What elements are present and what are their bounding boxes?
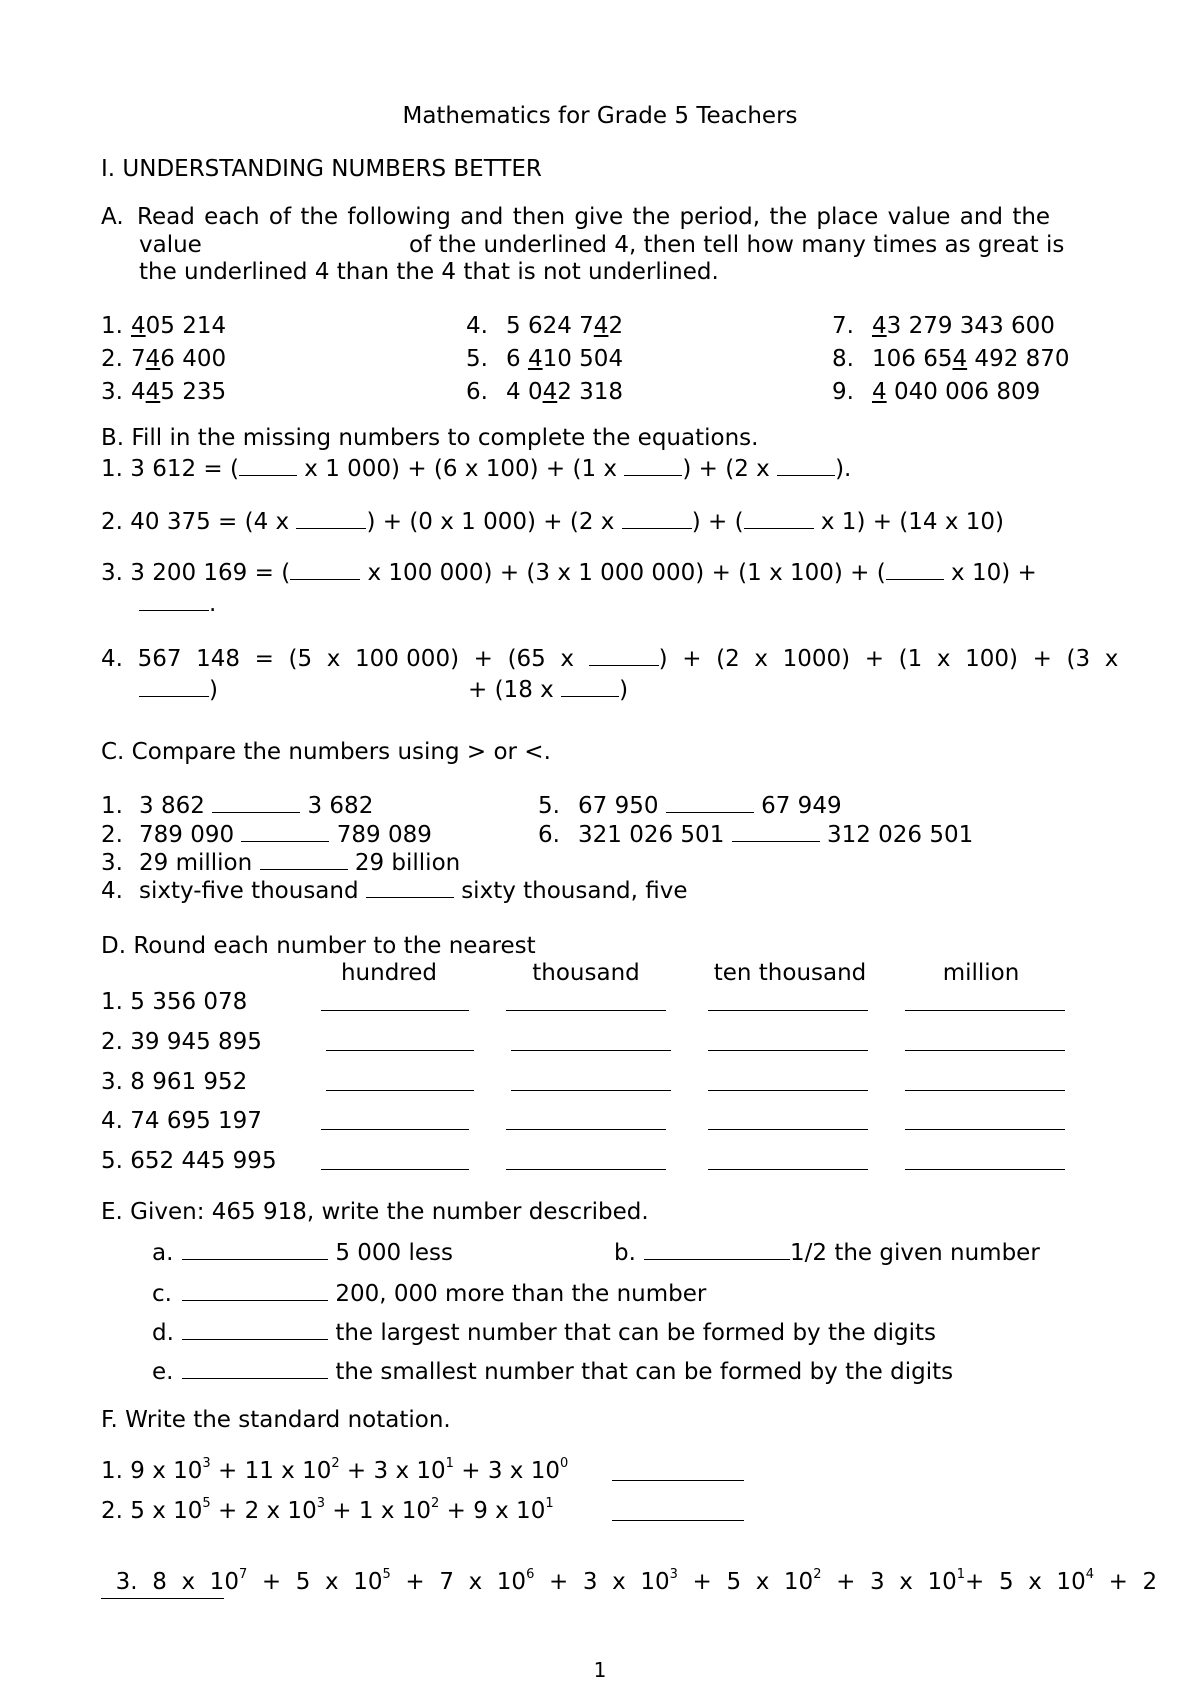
compare-item xyxy=(101,792,373,820)
item-digits-after: 10 504 xyxy=(542,346,624,372)
eq2-part-d: x 1) + (14 x 10) xyxy=(813,509,1005,535)
round-number: 1. 5 356 078 xyxy=(101,989,248,1015)
round-number: 5. 652 445 995 xyxy=(101,1148,277,1174)
place-value-item xyxy=(101,312,226,340)
compare-blank[interactable] xyxy=(241,821,329,842)
compare-item xyxy=(101,877,688,905)
compare-blank[interactable] xyxy=(212,792,300,813)
item-number: 4. xyxy=(466,313,488,339)
place-value-item xyxy=(466,378,623,406)
place-value-item xyxy=(832,312,1055,340)
given-item xyxy=(152,1319,936,1347)
compare-item xyxy=(101,821,432,849)
r2-e0: 5 xyxy=(202,1496,211,1512)
given-blank[interactable] xyxy=(182,1239,328,1260)
round-answer-line[interactable] xyxy=(708,1010,868,1011)
item-digits-after: 2 318 xyxy=(557,379,624,405)
r3-e0: 7 xyxy=(238,1567,248,1583)
compare-number: 5. xyxy=(538,793,560,819)
eq4-part-c: ) xyxy=(209,677,218,703)
item-number: 9. xyxy=(832,379,854,405)
compare-number: 1. xyxy=(101,793,123,819)
given-label: b. xyxy=(614,1240,636,1266)
compare-right: 789 089 xyxy=(336,822,432,848)
eq1-part-d: ). xyxy=(835,456,852,482)
underlined-digit: 4 xyxy=(593,313,609,339)
eq2-blank-2[interactable] xyxy=(622,508,692,529)
place-value-item xyxy=(832,378,1040,406)
underlined-digit: 4 xyxy=(145,346,161,372)
round-column-header: ten thousand xyxy=(713,960,867,986)
given-text: the smallest number that can be formed by the digits xyxy=(335,1359,954,1385)
compare-right: 3 682 xyxy=(307,793,374,819)
equation-4-line2b xyxy=(468,676,628,704)
round-answer-line[interactable] xyxy=(321,1169,469,1170)
eq2-blank-3[interactable] xyxy=(744,508,814,529)
equation-4-line2a xyxy=(139,676,218,704)
r3-e3: 3 xyxy=(669,1567,678,1583)
compare-left: 789 090 xyxy=(139,822,235,848)
round-column-header: hundred xyxy=(340,960,438,986)
round-answer-line[interactable] xyxy=(708,1090,868,1091)
place-value-item xyxy=(466,345,623,373)
eq3-blank-3[interactable] xyxy=(139,590,209,611)
item-digits-after: 492 870 xyxy=(967,346,1070,372)
compare-right: 29 billion xyxy=(354,850,461,876)
item-number: 2. xyxy=(101,346,123,372)
equation-1 xyxy=(101,455,851,483)
notation-row-3 xyxy=(101,1540,1157,1596)
round-answer-line[interactable] xyxy=(708,1050,868,1051)
eq4-part-b: ) + (2 x 1000) + (1 x 100) + (3 x xyxy=(658,646,1119,672)
compare-right: 312 026 501 xyxy=(826,822,974,848)
given-label: e. xyxy=(152,1359,174,1385)
eq4-blank-3[interactable] xyxy=(561,676,619,697)
given-item xyxy=(614,1239,1040,1267)
underlined-digit: 4 xyxy=(872,313,887,339)
round-answer-line[interactable] xyxy=(905,1169,1065,1170)
r1-t1: + 11 x 10 xyxy=(210,1458,332,1484)
item-number: 1. xyxy=(101,313,123,339)
place-value-item xyxy=(466,312,623,340)
eq1-blank-1[interactable] xyxy=(239,455,297,476)
r3-t4: + 5 x 10 xyxy=(677,1569,814,1595)
underlined-digit: 4 xyxy=(872,379,887,405)
round-answer-line[interactable] xyxy=(321,1010,469,1011)
round-number: 2. 39 945 895 xyxy=(101,1029,262,1055)
r1-t0: 1. 9 x 10 xyxy=(101,1458,203,1484)
given-label: a. xyxy=(152,1240,174,1266)
r3-e5: 1 xyxy=(956,1567,966,1583)
item-number: 7. xyxy=(832,313,854,339)
eq1-part-b: x 1 000) + (6 x 100) + (1 x xyxy=(296,456,625,482)
compare-number: 2. xyxy=(101,822,123,848)
compare-item xyxy=(538,792,842,820)
round-number: 3. 8 961 952 xyxy=(101,1069,248,1095)
given-blank[interactable] xyxy=(182,1319,328,1340)
eq3-part-c: x 10) + xyxy=(943,560,1037,586)
round-answer-line[interactable] xyxy=(321,1129,469,1130)
r2-e2: 2 xyxy=(431,1496,440,1512)
part-b-heading: B. Fill in the missing numbers to complete the equations. xyxy=(101,425,759,451)
notation-row-2 xyxy=(101,1497,554,1525)
compare-left: 67 950 xyxy=(578,793,659,819)
r1-t2: + 3 x 10 xyxy=(339,1458,446,1484)
eq4-blank-1[interactable] xyxy=(589,645,659,666)
place-value-item xyxy=(832,345,1070,373)
item-digits-after: 5 235 xyxy=(160,379,227,405)
part-c-heading: C. Compare the numbers using > or <. xyxy=(101,739,551,765)
eq4-part-d: + (18 x xyxy=(468,677,562,703)
given-text: the largest number that can be formed by the digits xyxy=(335,1320,936,1346)
part-a-line2b: of the underlined 4, then tell how many times as great is xyxy=(409,232,1065,258)
r1-e0: 3 xyxy=(202,1456,211,1472)
part-f-heading: F. Write the standard notation. xyxy=(101,1407,451,1433)
eq2-part-c: ) + ( xyxy=(691,509,744,535)
item-number: 6. xyxy=(466,379,488,405)
item-digits-after: 6 400 xyxy=(160,346,227,372)
r3-e2: 6 xyxy=(526,1567,535,1583)
round-answer-line[interactable] xyxy=(511,1050,671,1051)
item-number: 8. xyxy=(832,346,854,372)
compare-right: 67 949 xyxy=(761,793,842,819)
part-e-heading: E. Given: 465 918, write the number described. xyxy=(101,1199,649,1225)
eq3-part-d: . xyxy=(209,591,217,617)
part-a-line2a: value xyxy=(139,232,202,258)
given-blank[interactable] xyxy=(182,1280,328,1301)
compare-number: 4. xyxy=(101,878,123,904)
r3-t7: + 2 xyxy=(1093,1569,1158,1595)
round-answer-line[interactable] xyxy=(506,1010,666,1011)
part-a-line1: Read each of the following and then give the period, the place value and the xyxy=(137,204,1051,230)
underlined-digit: 4 xyxy=(952,346,968,372)
item-digits-before: 5 624 7 xyxy=(506,313,594,339)
compare-right: sixty thousand, five xyxy=(461,878,688,904)
round-column-header: million xyxy=(942,960,1020,986)
r3-e1: 5 xyxy=(382,1567,391,1583)
notation-answer-line-3[interactable] xyxy=(101,1598,224,1599)
eq3-blank-1[interactable] xyxy=(290,559,360,580)
part-a-label: A. xyxy=(101,204,124,230)
r1-e2: 1 xyxy=(445,1456,454,1472)
compare-blank[interactable] xyxy=(260,849,348,870)
r1-t3: + 3 x 10 xyxy=(453,1458,560,1484)
eq1-blank-3[interactable] xyxy=(777,455,835,476)
compare-left: 29 million xyxy=(139,850,253,876)
given-text: 200, 000 more than the number xyxy=(335,1281,707,1307)
compare-left: sixty-five thousand xyxy=(139,878,359,904)
round-answer-line[interactable] xyxy=(326,1090,474,1091)
item-digits-before: 7 xyxy=(131,346,146,372)
round-answer-line[interactable] xyxy=(511,1090,671,1091)
eq1-part-a: 1. 3 612 = ( xyxy=(101,456,239,482)
place-value-item xyxy=(101,378,226,406)
compare-number: 3. xyxy=(101,850,123,876)
eq3-part-b: x 100 000) + (3 x 1 000 000) + (1 x 100) + ( xyxy=(360,560,886,586)
notation-answer-line-1[interactable] xyxy=(612,1480,744,1481)
given-blank[interactable] xyxy=(644,1239,790,1260)
notation-answer-line-2[interactable] xyxy=(612,1520,744,1521)
compare-blank[interactable] xyxy=(732,821,820,842)
r2-e1: 3 xyxy=(316,1496,325,1512)
equation-4 xyxy=(101,645,1118,673)
given-label: c. xyxy=(152,1281,172,1307)
r2-t0: 2. 5 x 10 xyxy=(101,1498,203,1524)
r2-t2: + 1 x 10 xyxy=(324,1498,432,1524)
round-answer-line[interactable] xyxy=(708,1169,868,1170)
underlined-digit: 4 xyxy=(145,379,161,405)
item-digits-before: 4 xyxy=(131,379,146,405)
equation-3-line2 xyxy=(139,590,216,618)
r3-t6: + 5 x 10 xyxy=(965,1569,1086,1595)
r2-e3: 1 xyxy=(545,1496,554,1512)
underlined-digit: 4 xyxy=(131,313,146,339)
round-column-header: thousand xyxy=(532,960,640,986)
r2-t3: + 9 x 10 xyxy=(439,1498,546,1524)
r3-t2: + 7 x 10 xyxy=(390,1569,527,1595)
page-number: 1 xyxy=(593,1658,607,1682)
round-answer-line[interactable] xyxy=(905,1010,1065,1011)
given-label: d. xyxy=(152,1320,174,1346)
compare-item xyxy=(538,821,973,849)
given-text: 5 000 less xyxy=(335,1240,453,1266)
r3-t3: + 3 x 10 xyxy=(534,1569,670,1595)
round-answer-line[interactable] xyxy=(708,1129,868,1130)
item-number: 5. xyxy=(466,346,488,372)
item-digits-after: 2 xyxy=(608,313,624,339)
item-digits-after: 3 279 343 600 xyxy=(886,313,1055,339)
compare-left: 321 026 501 xyxy=(578,822,725,848)
eq4-part-e: ) xyxy=(619,677,629,703)
compare-number: 6. xyxy=(538,822,560,848)
given-item xyxy=(152,1358,953,1386)
round-answer-line[interactable] xyxy=(506,1129,666,1130)
given-item xyxy=(152,1239,453,1267)
equation-3 xyxy=(101,559,1037,587)
compare-left: 3 862 xyxy=(139,793,205,819)
item-digits-after: 040 006 809 xyxy=(886,379,1041,405)
round-answer-line[interactable] xyxy=(905,1050,1065,1051)
given-text: 1/2 the given number xyxy=(790,1240,1040,1266)
round-number: 4. 74 695 197 xyxy=(101,1108,262,1134)
r3-t5: + 3 x 10 xyxy=(821,1569,957,1595)
given-blank[interactable] xyxy=(182,1358,328,1379)
given-item xyxy=(152,1280,706,1308)
compare-blank[interactable] xyxy=(366,877,454,898)
r3-e4: 2 xyxy=(813,1567,822,1583)
eq2-part-a: 2. 40 375 = (4 x xyxy=(101,509,297,535)
page-title: Mathematics for Grade 5 Teachers xyxy=(402,103,798,129)
round-answer-line[interactable] xyxy=(506,1169,666,1170)
part-d-heading: D. Round each number to the nearest xyxy=(101,933,536,959)
underlined-digit: 4 xyxy=(527,346,543,372)
compare-item xyxy=(101,849,460,877)
item-digits-after: 05 214 xyxy=(145,313,227,339)
item-digits-before: 106 65 xyxy=(872,346,953,372)
compare-blank[interactable] xyxy=(666,792,754,813)
equation-2 xyxy=(101,508,1004,536)
eq3-part-a: 3. 3 200 169 = ( xyxy=(101,560,291,586)
part-a-line3: the underlined 4 than the 4 that is not underlined. xyxy=(139,259,719,285)
round-answer-line[interactable] xyxy=(905,1129,1065,1130)
eq1-blank-2[interactable] xyxy=(624,455,682,476)
r3-t0: 3. 8 x 10 xyxy=(115,1569,239,1595)
eq4-blank-2[interactable] xyxy=(139,676,209,697)
round-answer-line[interactable] xyxy=(326,1050,474,1051)
r2-t1: + 2 x 10 xyxy=(210,1498,317,1524)
eq2-blank-1[interactable] xyxy=(296,508,366,529)
section-heading: I. UNDERSTANDING NUMBERS BETTER xyxy=(101,156,542,182)
eq2-part-b: ) + (0 x 1 000) + (2 x xyxy=(366,509,622,535)
eq1-part-c: ) + (2 x xyxy=(682,456,778,482)
underlined-digit: 4 xyxy=(542,379,558,405)
item-digits-before: 4 0 xyxy=(506,379,543,405)
notation-row-1 xyxy=(101,1457,568,1485)
r3-e6: 4 xyxy=(1085,1567,1094,1583)
eq3-blank-2[interactable] xyxy=(886,559,944,580)
item-digits-before: 6 xyxy=(506,346,528,372)
place-value-item xyxy=(101,345,226,373)
item-number: 3. xyxy=(101,379,123,405)
round-answer-line[interactable] xyxy=(905,1090,1065,1091)
r1-e1: 2 xyxy=(331,1456,340,1472)
r1-e3: 0 xyxy=(559,1456,569,1472)
eq4-part-a: 4. 567 148 = (5 x 100 000) + (65 x xyxy=(101,646,589,672)
r3-t1: + 5 x 10 xyxy=(247,1569,383,1595)
